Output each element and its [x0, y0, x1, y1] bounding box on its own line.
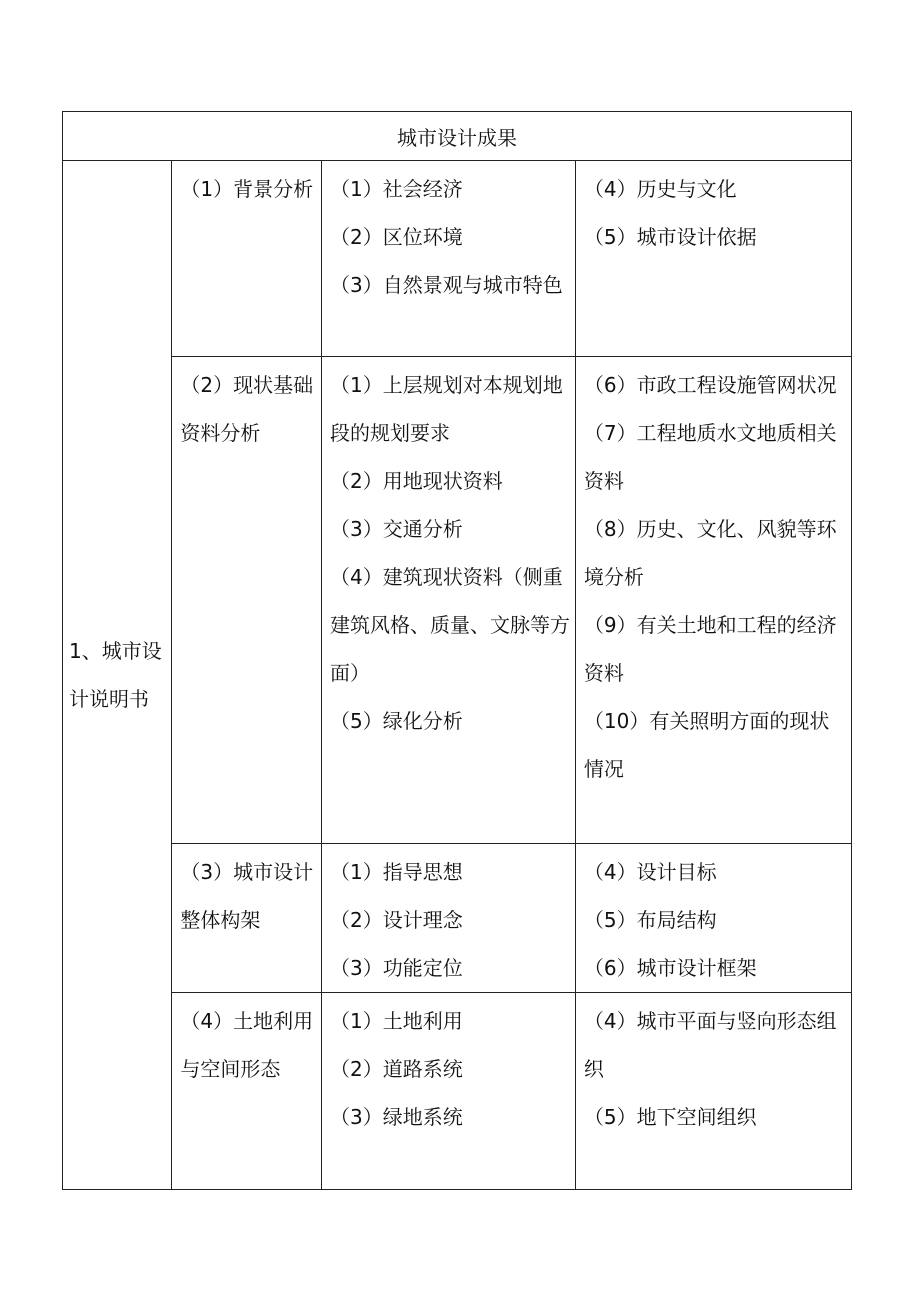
list-item: （3）自然景观与城市特色 [329, 273, 563, 297]
list-item: （5）布局结构 [583, 908, 717, 932]
row-category: （1）背景分析 [172, 161, 322, 357]
list-item: （2）道路系统 [329, 1057, 463, 1081]
list-item: （8）历史、文化、风貌等环境分析 [583, 517, 837, 589]
main-category-cell: 1、城市设计说明书 [63, 161, 172, 1190]
list-item: （3）功能定位 [329, 956, 463, 980]
row-category: （2）现状基础资料分析 [172, 357, 322, 844]
list-item: （6）市政工程设施管网状况 [583, 373, 837, 397]
items-col-b [575, 844, 851, 993]
list-item: （1）指导思想 [329, 860, 463, 884]
table-row [63, 844, 852, 993]
items-col-b [575, 993, 851, 1190]
table-row [63, 357, 852, 844]
list-item: （7）工程地质水文地质相关资料 [583, 421, 837, 493]
list-item: （1）上层规划对本规划地段的规划要求 [329, 373, 563, 445]
items-col-a [321, 161, 575, 357]
list-item: （4）城市平面与竖向形态组织 [583, 1009, 837, 1081]
items-col-a [321, 844, 575, 993]
list-item: （3）交通分析 [329, 517, 463, 541]
row-category: （4）土地利用与空间形态 [172, 993, 322, 1190]
items-col-a [321, 357, 575, 844]
list-item: （2）用地现状资料 [329, 469, 503, 493]
list-item: （4）设计目标 [583, 860, 717, 884]
items-col-b [575, 357, 851, 844]
list-item: （4）历史与文化 [583, 177, 737, 201]
list-item: （1）土地利用 [329, 1009, 463, 1033]
row-category: （3）城市设计整体构架 [172, 844, 322, 993]
list-item: （2）设计理念 [329, 908, 463, 932]
list-item: （5）绿化分析 [329, 709, 463, 733]
list-item: （4）建筑现状资料（侧重建筑风格、质量、文脉等方面） [329, 565, 570, 685]
list-item: （2）区位环境 [329, 225, 463, 249]
list-item: （5）城市设计依据 [583, 225, 757, 249]
list-item: （10）有关照明方面的现状情况 [583, 709, 830, 781]
items-col-b [575, 161, 851, 357]
design-results-table [62, 111, 852, 1190]
list-item: （9）有关土地和工程的经济资料 [583, 613, 837, 685]
list-item: （6）城市设计框架 [583, 956, 757, 980]
list-item: （3）绿地系统 [329, 1105, 463, 1129]
list-item: （5）地下空间组织 [583, 1105, 757, 1129]
title-row [63, 112, 852, 161]
list-item: （1）社会经济 [329, 177, 463, 201]
table-row [63, 993, 852, 1190]
table-row [63, 161, 852, 357]
table-title: 城市设计成果 [63, 112, 852, 161]
items-col-a [321, 993, 575, 1190]
